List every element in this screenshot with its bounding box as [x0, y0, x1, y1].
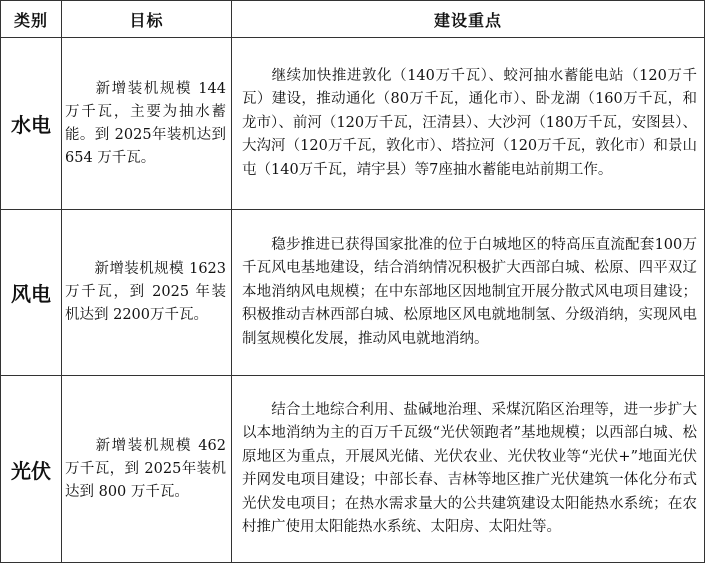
- table-row: [1, 38, 705, 210]
- row-category: 光伏: [1, 376, 62, 563]
- row-target: 新增装机规模 1623 万千瓦，到 2025 年装机达到 2200万千瓦。: [62, 210, 232, 376]
- row-category: 水电: [1, 38, 62, 210]
- row-focus: 结合土地综合利用、盐碱地治理、采煤沉陷区治理等，进一步扩大以本地消纳为主的百万千瓦级“光伏领跑者”基地规模；以西部白城、松原地区为重点，开展风光储、光伏农业、光伏牧业等“光伏+”地面光伏并网发电项目建设；中部长春、吉林等地区推广光伏建筑一体化分布式光伏发电项目；在热水需求量大的公共建筑建设太阳能热水系统；在农村推广使用太阳能热水系统、太阳房、太阳灶等。: [232, 376, 705, 563]
- header-category: 类别: [1, 1, 62, 38]
- row-target: 新增装机规模 144万千瓦，主要为抽水蓄能。到 2025年装机达到 654 万千瓦。: [62, 38, 232, 210]
- header-focus: 建设重点: [232, 1, 705, 38]
- header-target: 目标: [62, 1, 232, 38]
- row-target: 新增装机规模 462万千瓦，到 2025年装机达到 800 万千瓦。: [62, 376, 232, 563]
- row-focus: 稳步推进已获得国家批准的位于白城地区的特高压直流配套100万千瓦风电基地建设，结合消纳情况积极扩大西部白城、松原、四平双辽本地消纳风电规模；在中东部地区因地制宜开展分散式风电项目建设；积极推动吉林西部白城、松原地区风电就地制氢、分级消纳，实现风电制氢规模化发展，推动风电就地消纳。: [232, 210, 705, 376]
- row-category: 风电: [1, 210, 62, 376]
- table-row: [1, 210, 705, 376]
- table-row: [1, 376, 705, 563]
- row-focus: 继续加快推进敦化（140万千瓦）、蛟河抽水蓄能电站（120万千瓦）建设，推动通化（80万千瓦，通化市）、卧龙湖（160万千瓦，和龙市）、前河（120万千瓦，汪清县）、大沙河（180万千瓦，安图县）、大沟河（120万千瓦，敦化市）、塔拉河（120万千瓦，敦化市）和景山屯（140万千瓦，靖宇县）等7座抽水蓄能电站前期工作。: [232, 38, 705, 210]
- table-header-row: [1, 1, 705, 38]
